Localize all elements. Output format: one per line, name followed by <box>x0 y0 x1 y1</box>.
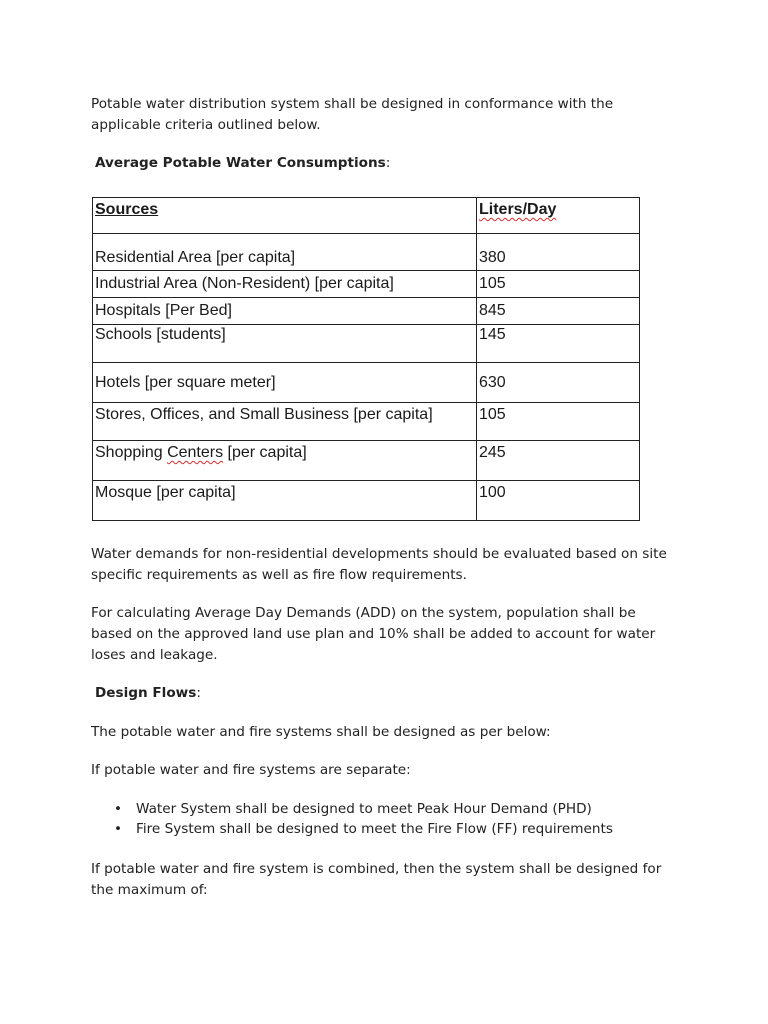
cell-value: 380 <box>477 234 640 271</box>
header-sources-text: Sources <box>95 201 159 218</box>
table-row <box>93 271 640 298</box>
bullet-icon: • <box>114 821 123 837</box>
cell-source: Stores, Offices, and Small Business [per capita] <box>93 403 477 441</box>
design-flows-heading <box>95 683 201 704</box>
cell-value: 245 <box>477 441 640 481</box>
header-sources <box>93 198 477 234</box>
bullet-list <box>91 799 613 839</box>
cell-source-part: [per capita] <box>223 444 307 461</box>
consumption-table <box>92 197 640 521</box>
spellcheck-word: Centers <box>167 444 224 461</box>
header-liters-day <box>477 198 640 234</box>
list-item-text: Water System shall be designed to meet Peak Hour Demand (PHD) <box>136 801 592 817</box>
table-row <box>93 298 640 325</box>
table-row <box>93 325 640 363</box>
non-residential-paragraph: Water demands for non-residential developments should be evaluated based on site specific requirements as well as fire flow requirements. <box>91 546 667 583</box>
intro-paragraph: Potable water distribution system shall be designed in conformance with the applicable criteria outlined below. <box>91 96 614 133</box>
table-row <box>93 481 640 521</box>
design-intro-paragraph: The potable water and fire systems shall be designed as per below: <box>91 724 551 740</box>
cell-source: Schools [students] <box>93 325 477 363</box>
design-flows-colon: : <box>196 685 201 701</box>
separate-intro-paragraph: If potable water and fire systems are separate: <box>91 762 411 778</box>
list-item <box>91 819 613 839</box>
cell-source-part: Shopping <box>95 444 168 461</box>
table-row <box>93 403 640 441</box>
table-header-row <box>93 198 640 234</box>
bullet-icon: • <box>114 801 123 817</box>
table-row <box>93 363 640 403</box>
cell-source: Industrial Area (Non-Resident) [per capita] <box>93 271 477 298</box>
cell-source: Mosque [per capita] <box>93 481 477 521</box>
cell-value: 630 <box>477 363 640 403</box>
header-liters-text: Liters/Day <box>479 201 557 218</box>
list-item-text: Fire System shall be designed to meet the Fire Flow (FF) requirements <box>136 821 613 837</box>
consumption-heading-colon: : <box>385 155 391 171</box>
consumption-heading <box>95 153 390 174</box>
consumption-heading-text: Average Potable Water Consumptions <box>95 155 386 171</box>
cell-source: Residential Area [per capita] <box>93 234 477 271</box>
cell-value: 105 <box>477 403 640 441</box>
cell-value: 145 <box>477 325 640 363</box>
cell-value: 105 <box>477 271 640 298</box>
table-row <box>93 234 640 271</box>
cell-source: Hospitals [Per Bed] <box>93 298 477 325</box>
cell-value: 845 <box>477 298 640 325</box>
cell-value: 100 <box>477 481 640 521</box>
list-item <box>91 799 613 819</box>
cell-source <box>93 441 477 481</box>
combined-paragraph: If potable water and fire system is combined, then the system shall be designed for the maximum of: <box>91 861 662 898</box>
design-flows-heading-text: Design Flows <box>95 685 197 701</box>
cell-source: Hotels [per square meter] <box>93 363 477 403</box>
table-row <box>93 441 640 481</box>
add-paragraph: For calculating Average Day Demands (ADD) on the system, population shall be based on the approved land use plan and 10% shall be added to account for water loses and leakage. <box>91 605 656 663</box>
